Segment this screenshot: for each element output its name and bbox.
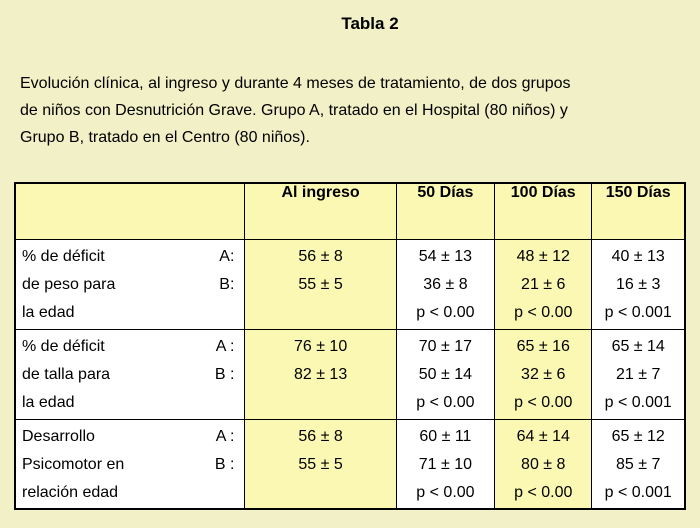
- row-label-cell: [15, 419, 245, 509]
- caption-line: Grupo B, tratado en el Centro (80 niños).: [20, 129, 310, 146]
- cell-value: 56 ± 8: [298, 247, 343, 265]
- cell-value: 76 ± 10: [293, 337, 348, 355]
- cell-50-dias: [396, 239, 494, 329]
- row-label: Psicomotor en: [22, 455, 125, 473]
- group-label: A :: [215, 337, 235, 355]
- table-row: [15, 329, 685, 419]
- header-al-ingreso: Al ingreso: [245, 183, 396, 239]
- row-label: relación edad: [22, 483, 119, 501]
- row-label: % de déficit: [22, 337, 105, 355]
- row-label: de peso para: [22, 275, 116, 293]
- cell-value: 60 ± 11: [419, 427, 472, 445]
- table-row: [15, 239, 685, 329]
- cell-al-ingreso: [245, 419, 396, 509]
- cell-value: 54 ± 13: [418, 247, 473, 265]
- header-150-dias: 150 Días: [592, 183, 685, 239]
- cell-150-dias: [592, 329, 685, 419]
- group-label: B :: [214, 365, 235, 383]
- group-label: B :: [214, 455, 235, 473]
- group-label: A :: [215, 427, 235, 445]
- cell-al-ingreso: [245, 239, 396, 329]
- header-100-dias: 100 Días: [495, 183, 592, 239]
- row-label-cell: [15, 329, 245, 419]
- p-value: p < 0.00: [514, 303, 573, 321]
- header-50-dias: 50 Días: [396, 183, 494, 239]
- row-label: de talla para: [22, 365, 111, 383]
- cell-value: 80 ± 8: [521, 455, 566, 473]
- cell-100-dias: [495, 329, 592, 419]
- cell-value: 85 ± 7: [616, 455, 661, 473]
- p-value: p < 0.00: [416, 303, 475, 321]
- cell-value: 40 ± 13: [611, 247, 665, 265]
- p-value: p < 0.00: [416, 483, 475, 501]
- group-label: A:: [219, 247, 235, 265]
- p-value: p < 0.00: [514, 393, 573, 411]
- cell-value: 21 ± 7: [616, 365, 661, 383]
- cell-100-dias: [495, 239, 592, 329]
- table-header-row: [15, 183, 685, 239]
- table-title: Tabla 2: [341, 14, 399, 33]
- cell-value: 71 ± 10: [418, 455, 473, 473]
- row-label: la edad: [22, 303, 75, 321]
- cell-value: 32 ± 6: [521, 365, 566, 383]
- cell-value: 48 ± 12: [516, 247, 570, 265]
- cell-150-dias: [592, 239, 685, 329]
- row-label-cell: [15, 239, 245, 329]
- cell-100-dias: [495, 419, 592, 509]
- cell-value: 50 ± 14: [418, 365, 473, 383]
- row-label: % de déficit: [22, 247, 105, 265]
- row-label: Desarrollo: [22, 427, 95, 445]
- cell-al-ingreso: [245, 329, 396, 419]
- results-table: [14, 182, 686, 510]
- cell-value: 65 ± 14: [611, 337, 665, 355]
- cell-150-dias: [592, 419, 685, 509]
- cell-value: 55 ± 5: [298, 455, 343, 473]
- p-value: p < 0.00: [416, 393, 475, 411]
- p-value: p < 0.001: [604, 393, 672, 411]
- cell-value: 65 ± 16: [516, 337, 570, 355]
- p-value: p < 0.00: [514, 483, 573, 501]
- cell-50-dias: [396, 329, 494, 419]
- header-empty: [15, 183, 245, 239]
- table-caption: [20, 70, 690, 151]
- caption-line: Evolución clínica, al ingreso y durante 4 meses de tratamiento, de dos grupos: [20, 75, 571, 92]
- cell-value: 56 ± 8: [298, 427, 343, 445]
- group-label: B:: [219, 275, 235, 293]
- cell-value: 36 ± 8: [423, 275, 468, 293]
- caption-line: de niños con Desnutrición Grave. Grupo A, tratado en el Hospital (80 niños) y: [20, 102, 568, 119]
- cell-50-dias: [396, 419, 494, 509]
- cell-value: 70 ± 17: [418, 337, 473, 355]
- cell-value: 64 ± 14: [516, 427, 570, 445]
- cell-value: 55 ± 5: [298, 275, 343, 293]
- cell-value: 16 ± 3: [616, 275, 661, 293]
- row-label: la edad: [22, 393, 75, 411]
- cell-value: 21 ± 6: [521, 275, 566, 293]
- cell-value: 65 ± 12: [611, 427, 665, 445]
- cell-value: 82 ± 13: [293, 365, 348, 383]
- p-value: p < 0.001: [604, 483, 672, 501]
- p-value: p < 0.001: [604, 303, 672, 321]
- table-row: [15, 419, 685, 509]
